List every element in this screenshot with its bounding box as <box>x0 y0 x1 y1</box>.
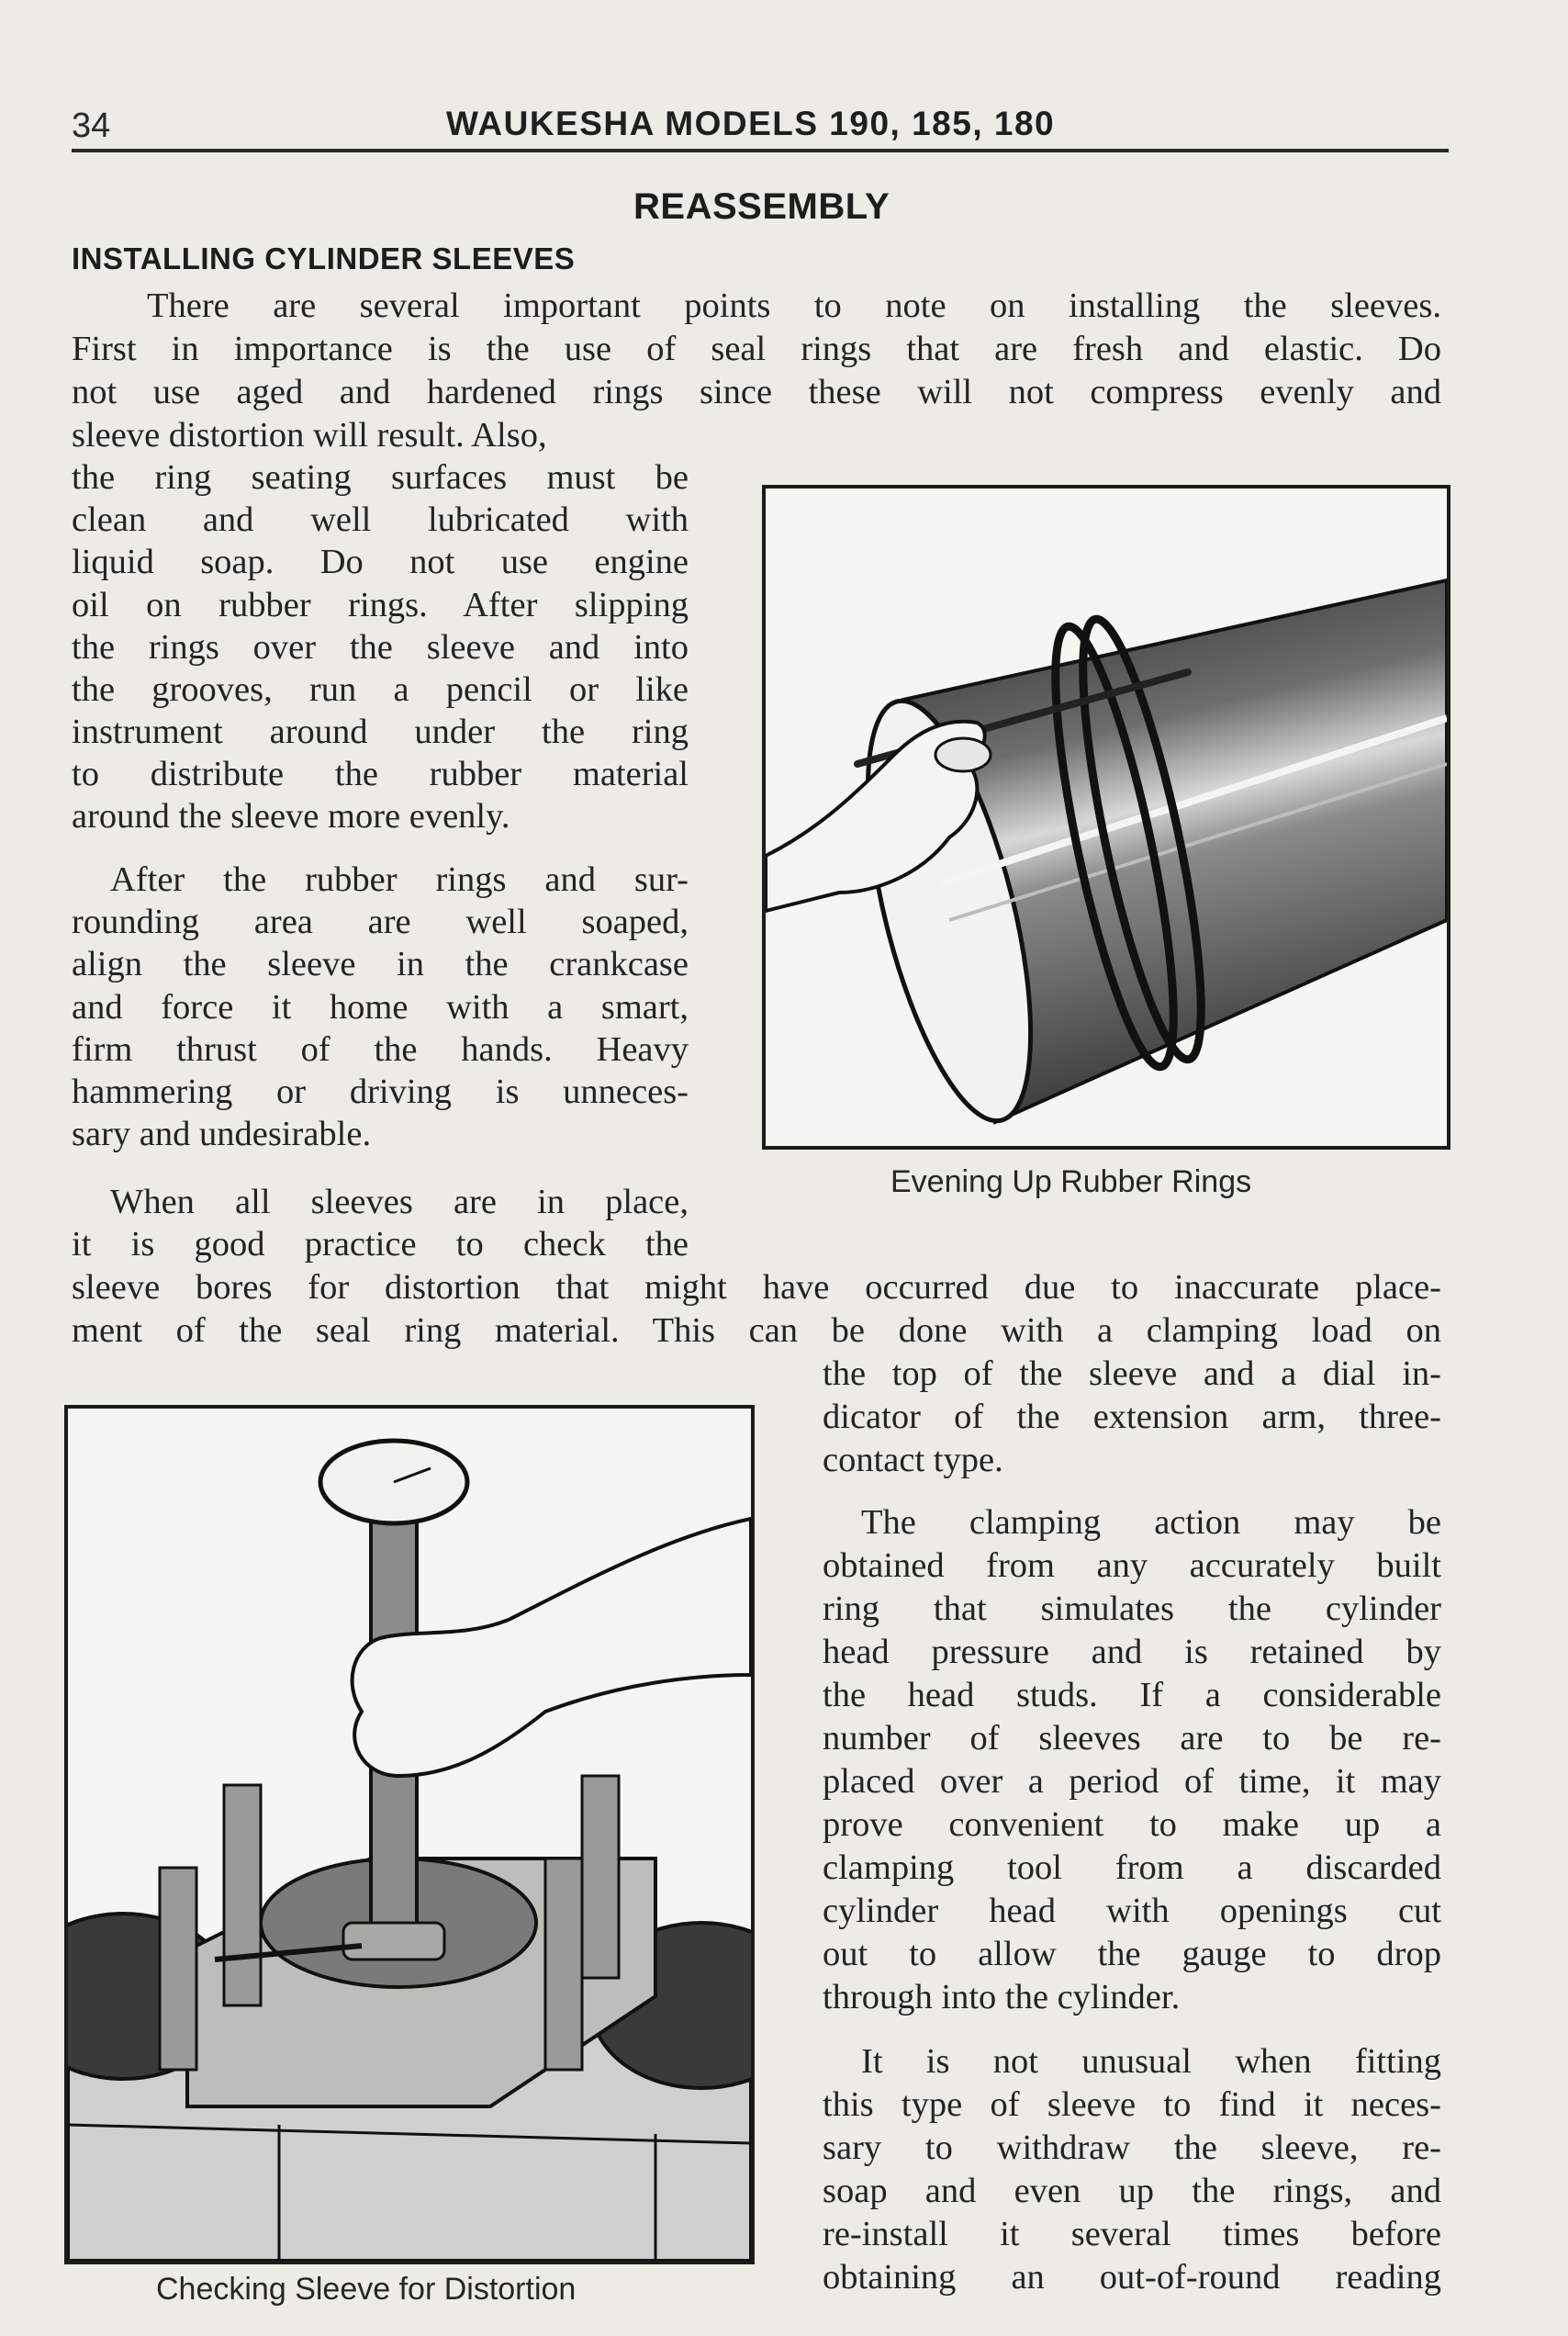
text-line: the head studs. If a considerable <box>823 1676 1441 1714</box>
text-line: cylinder head with openings cut <box>823 1892 1441 1930</box>
text-line: clamping tool from a discarded <box>823 1848 1441 1887</box>
text-line: soap and even up the rings, and <box>823 2172 1441 2210</box>
text-line: head pressure and is retained by <box>823 1633 1441 1671</box>
text-line: There are several important points to note on installing the sleeves. <box>147 286 1441 325</box>
text-line: oil on rubber rings. After slipping <box>72 586 689 624</box>
text-line: number of sleeves are to be re- <box>823 1719 1441 1758</box>
text-line: to distribute the rubber material <box>72 755 689 793</box>
text-line: through into the cylinder. <box>823 1978 1181 2016</box>
text-line: sleeve bores for distortion that might have occurred due to inaccurate place- <box>72 1268 1441 1307</box>
figure-caption: Checking Sleeve for Distortion <box>156 2272 577 2307</box>
text-line: clean and well lubricated with <box>72 500 689 539</box>
text-line: The clamping action may be <box>861 1503 1441 1542</box>
text-line: the rings over the sleeve and into <box>72 628 689 667</box>
text-line: dicator of the extension arm, three- <box>823 1398 1441 1436</box>
text-line: around the sleeve more evenly. <box>72 797 510 836</box>
text-line: it is good practice to check the <box>72 1225 689 1263</box>
text-line: the top of the sleeve and a dial in- <box>823 1354 1441 1393</box>
text-line: obtained from any accurately built <box>823 1546 1441 1585</box>
dial-indicator-illustration <box>68 1409 751 2261</box>
text-line: hammering or driving is unneces- <box>72 1073 689 1111</box>
text-line: obtaining an out-of-round reading <box>823 2258 1441 2297</box>
section-title: REASSEMBLY <box>633 186 890 227</box>
text-line: and force it home with a smart, <box>72 988 689 1027</box>
text-line: prove convenient to make up a <box>823 1805 1441 1844</box>
sleeve-and-rings-illustration <box>766 489 1447 1146</box>
text-line: re-install it several times before <box>823 2215 1441 2253</box>
text-line: sleeve distortion will result. Also, <box>72 416 547 455</box>
text-line: ment of the seal ring material. This can be done with a clamping load on <box>72 1311 1441 1350</box>
text-line: contact type. <box>823 1441 1003 1479</box>
text-line: rounding area are well soaped, <box>72 903 689 941</box>
figure-caption: Evening Up Rubber Rings <box>890 1164 1252 1199</box>
text-line: sary and undesirable. <box>72 1115 372 1153</box>
text-line: this type of sleeve to find it neces- <box>823 2085 1441 2124</box>
text-line: the grooves, run a pencil or like <box>72 670 689 709</box>
text-line: the ring seating surfaces must be <box>72 458 689 497</box>
figure-rubber-rings <box>762 485 1450 1150</box>
text-line: When all sleeves are in place, <box>110 1183 689 1221</box>
text-line: out to allow the gauge to drop <box>823 1935 1441 1973</box>
text-line: After the rubber rings and sur- <box>110 860 689 899</box>
text-line: align the sleeve in the crankcase <box>72 945 689 983</box>
text-line: not use aged and hardened rings since these will not compress evenly and <box>72 373 1441 411</box>
running-header <box>72 103 1449 152</box>
figure-dial-indicator <box>64 1405 755 2264</box>
text-line: It is not unusual when fitting <box>861 2042 1441 2081</box>
text-line: ring that simulates the cylinder <box>823 1589 1441 1628</box>
page-number: 34 <box>72 107 111 145</box>
subheading: INSTALLING CYLINDER SLEEVES <box>72 241 576 275</box>
text-line: liquid soap. Do not use engine <box>72 543 689 581</box>
text-line: sary to withdraw the sleeve, re- <box>823 2128 1441 2167</box>
text-line: firm thrust of the hands. Heavy <box>72 1030 689 1069</box>
text-line: placed over a period of time, it may <box>823 1762 1441 1801</box>
text-line: First in importance is the use of seal rings that are fresh and elastic. Do <box>72 330 1441 368</box>
running-title: WAUKESHA MODELS 190, 185, 180 <box>446 105 1056 142</box>
text-line: instrument around under the ring <box>72 713 689 751</box>
